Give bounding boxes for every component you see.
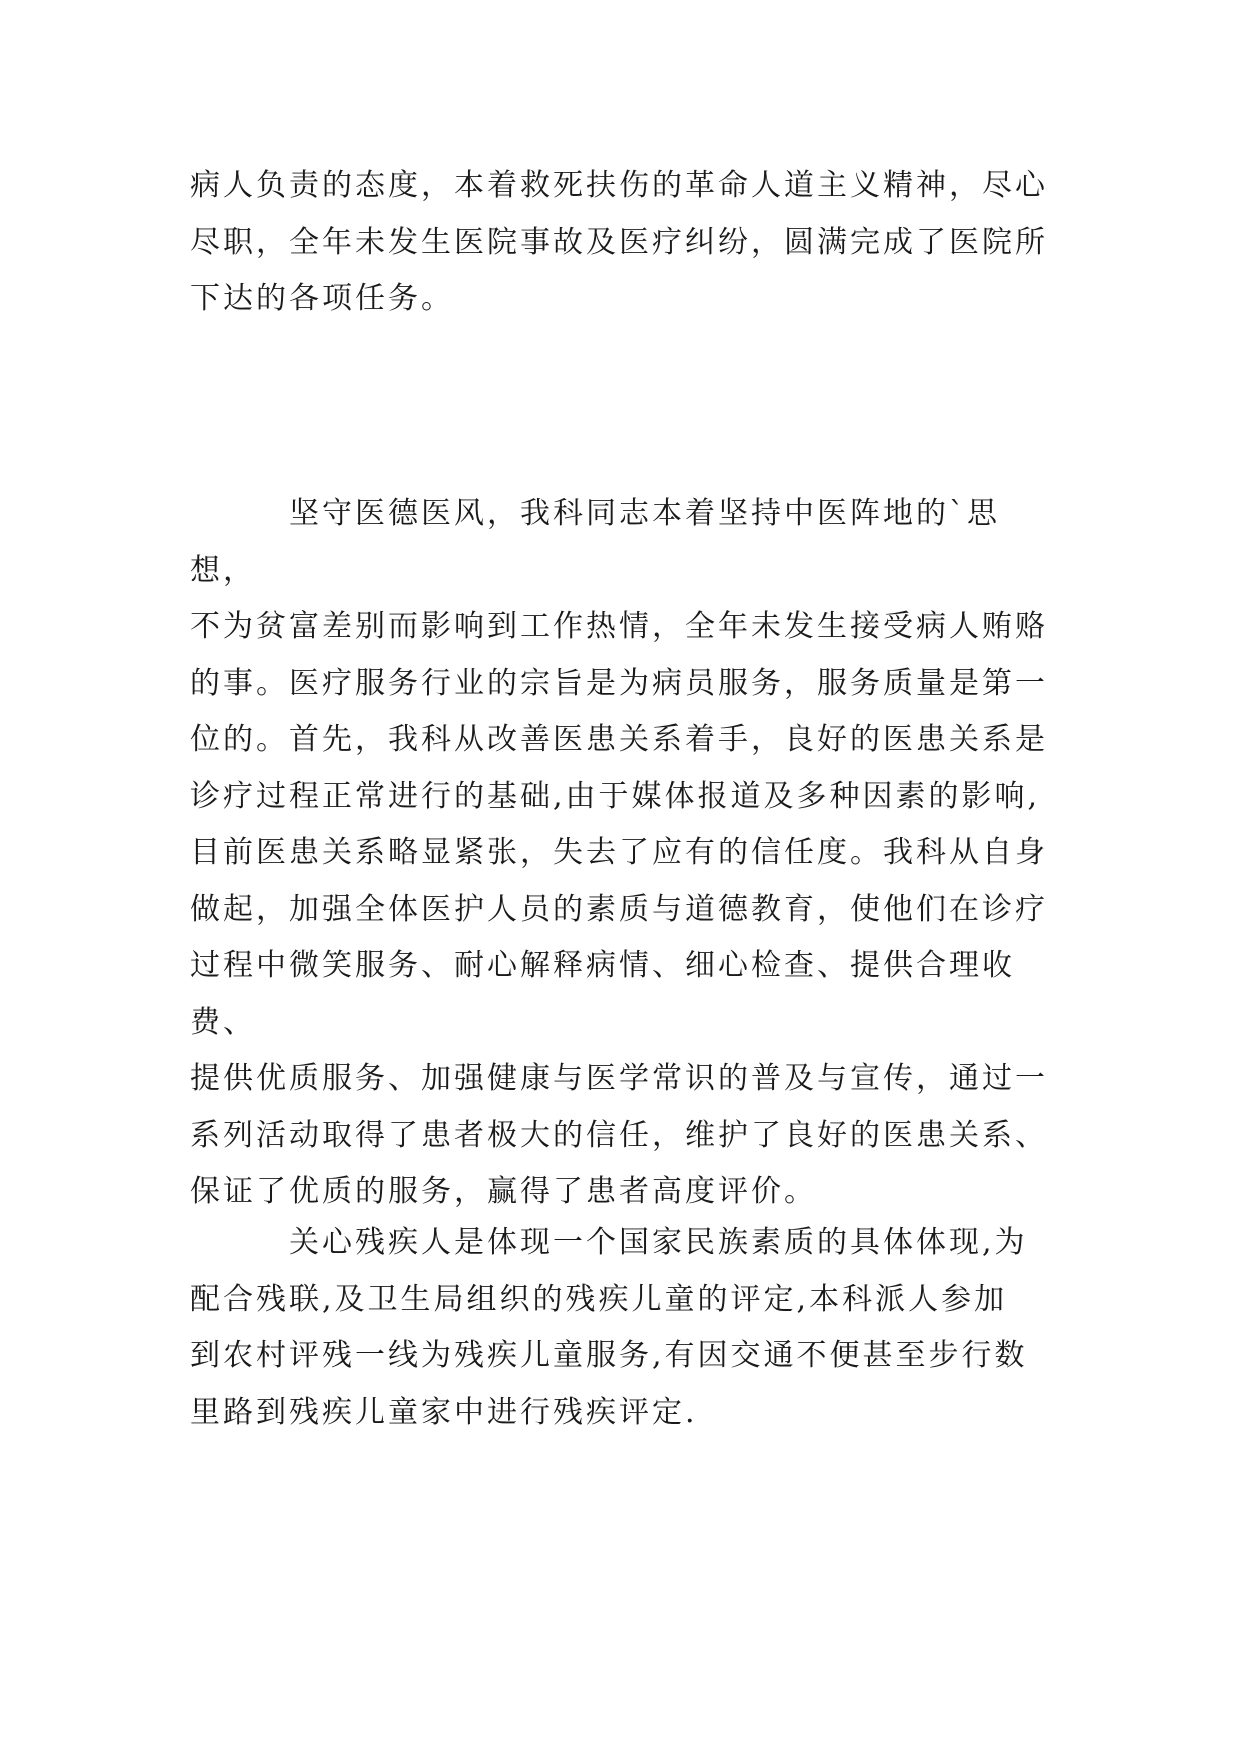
paragraph-disabled-care: 关心残疾人是体现一个国家民族素质的具体体现,为 配合残联,及卫生局组织的残疾儿童的评定,本科派人参加 到农村评残一线为残疾儿童服务,有因交通不便甚至步行数 里路到残疾儿童家中进行残疾评定. bbox=[190, 1225, 1028, 1430]
paragraph-medical-ethics: 坚守医德医风，我科同志本着坚持中医阵地的`思想， 不为贫富差别而影响到工作热情，全年未发生接受病人贿赂 的事。医疗服务行业的宗旨是为病员服务，服务质量是第一 位的。首先，我科从改善医患关系着手，良好的医患关系是 诊疗过程正常进行的基础,由于媒体报道及多种因素的影响, 目前医患关系略显紧张，失去了应有的信任度。我科从自身 做起，加强全体医护人员的素质与道德教育，使他们在诊疗 过程中微笑服务、耐心解释病情、细心检查、提供合理收费、 提供优质服务、加强健康与医学常识的普及与宣传，通过一 系列活动取得了患者极大的信任，维护了良好的医患关系、 保证了优质的服务，赢得了患者高度评价。 bbox=[190, 496, 1048, 1209]
paragraph-patient-responsibility: 病人负责的态度，本着救死扶伤的革命人道主义精神，尽心 尽职，全年未发生医院事故及医疗纠纷，圆满完成了医院所 下达的各项任务。 bbox=[190, 168, 1048, 316]
